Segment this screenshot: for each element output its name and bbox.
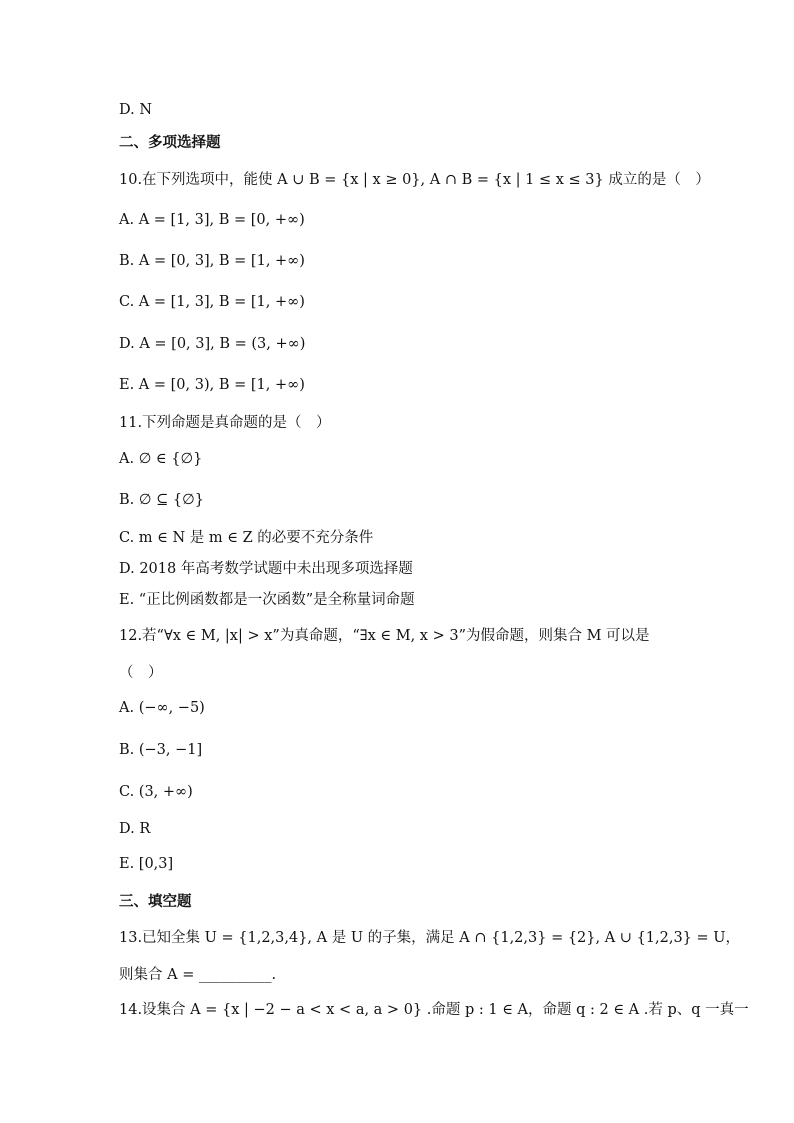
- option-9d: D. N: [119, 102, 153, 118]
- option-11c: C. m ∈ N 是 m ∈ Z 的必要不充分条件: [119, 530, 374, 546]
- question-10: 10.在下列选项中，能使 A ∪ B = {x | x ≥ 0}, A ∩ B = {x | 1 ≤ x ≤ 3} 成立的是（ ）: [119, 172, 710, 188]
- option-10b: B. A = [0, 3], B = [1, +∞): [119, 253, 305, 269]
- question-13-continued: 则集合 A = __________.: [119, 967, 277, 983]
- option-11e: E. “正比例函数都是一次函数”是全称量词命题: [119, 592, 415, 608]
- option-12b: B. (−3, −1]: [119, 742, 203, 758]
- option-11b: B. ∅ ⊆ {∅}: [119, 492, 204, 508]
- option-11a: A. ∅ ∈ {∅}: [119, 451, 203, 467]
- question-11: 11.下列命题是真命题的是（ ）: [119, 415, 331, 431]
- option-10a: A. A = [1, 3], B = [0, +∞): [119, 212, 305, 228]
- option-10c: C. A = [1, 3], B = [1, +∞): [119, 294, 305, 310]
- question-12: 12.若“∀x ∈ M, |x| > x”为真命题，“∃x ∈ M, x > 3”为假命题，则集合 M 可以是: [119, 628, 650, 644]
- section-heading-multiple-choice: 二、多项选择题: [119, 134, 221, 151]
- option-12c: C. (3, +∞): [119, 784, 193, 800]
- option-11d: D. 2018 年高考数学试题中未出现多项选择题: [119, 561, 413, 577]
- option-12d: D. R: [119, 821, 151, 837]
- option-10d: D. A = [0, 3], B = (3, +∞): [119, 336, 306, 352]
- question-12-blank: （ ）: [119, 665, 163, 681]
- question-14: 14.设集合 A = {x | −2 − a < x < a, a > 0} .命题 p : 1 ∈ A，命题 q : 2 ∈ A .若 p、q 一真一: [119, 1002, 749, 1018]
- question-13: 13.已知全集 U = {1,2,3,4}, A 是 U 的子集，满足 A ∩ {1,2,3} = {2}, A ∪ {1,2,3} = U，: [119, 930, 740, 946]
- section-heading-fill-in: 三、填空题: [119, 893, 192, 910]
- option-12a: A. (−∞, −5): [119, 700, 205, 716]
- option-12e: E. [0,3]: [119, 856, 174, 872]
- option-10e: E. A = [0, 3), B = [1, +∞): [119, 377, 305, 393]
